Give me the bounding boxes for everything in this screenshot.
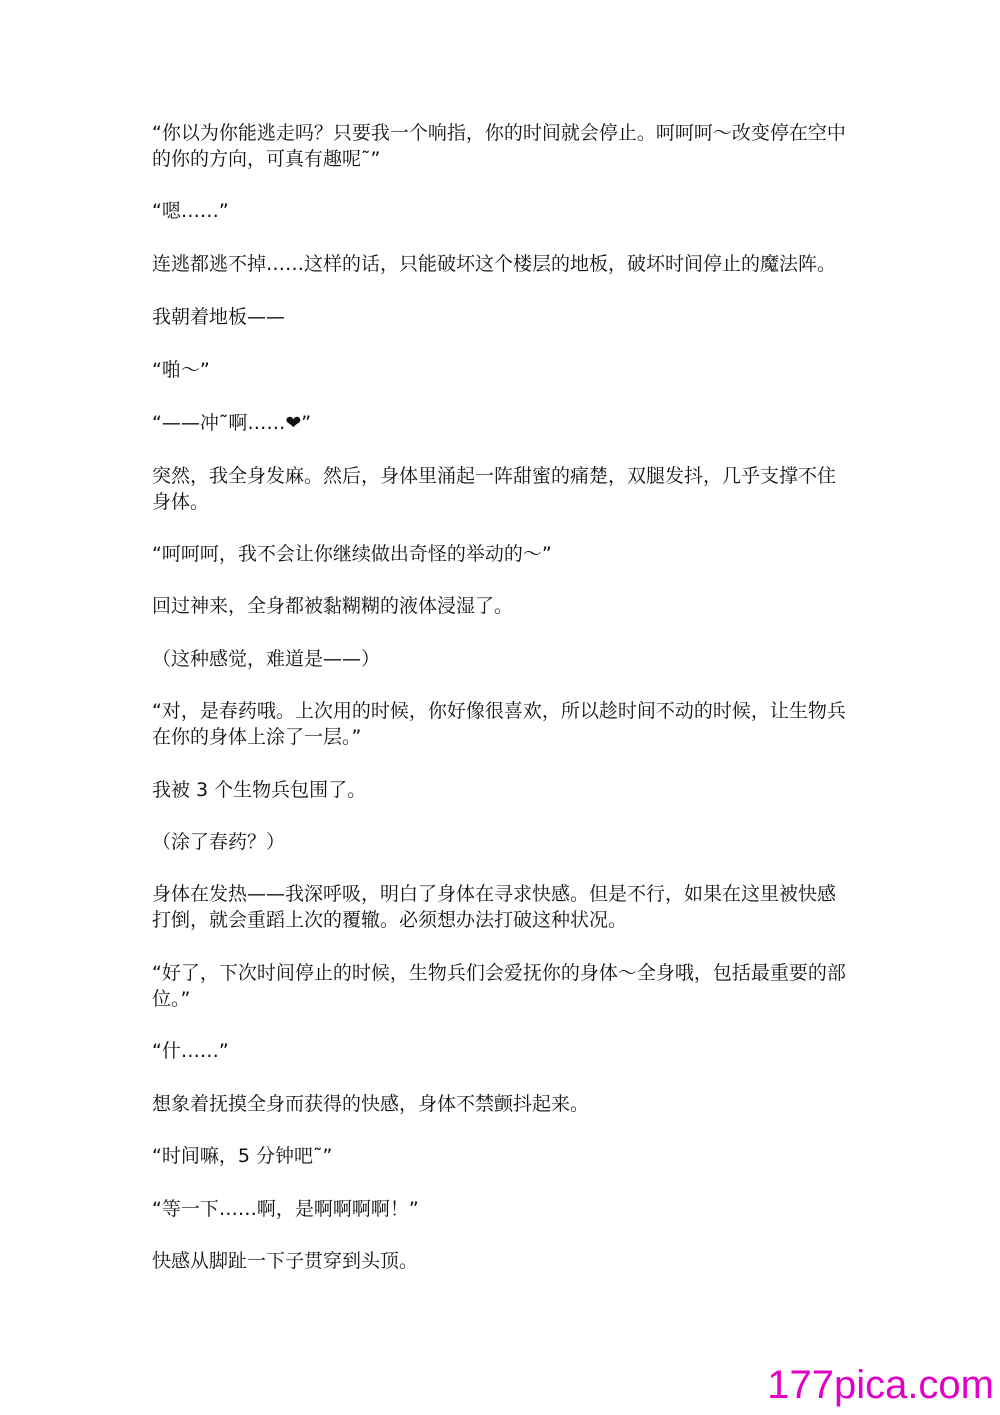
paragraph-14: 身体在发热——我深呼吸，明白了身体在寻求快感。但是不行，如果在这里被快感打倒，就会重蹈上次的覆辙。必须想办法打破这种状况。 bbox=[152, 883, 837, 931]
paragraph-1: “你以为你能逃走吗？只要我一个响指，你的时间就会停止。呵呵呵～改变停在空中的你的方向，可真有趣呢˜” bbox=[152, 122, 846, 170]
paragraph-20: 快感从脚趾一下子贯穿到头顶。 bbox=[152, 1250, 419, 1272]
paragraph-17: 想象着抚摸全身而获得的快感，身体不禁颤抖起来。 bbox=[152, 1093, 590, 1115]
paragraph-9: 回过神来，全身都被黏糊糊的液体浸湿了。 bbox=[152, 595, 514, 617]
paragraph-13: （涂了春药？） bbox=[152, 831, 286, 853]
paragraph-19: “等一下……啊，是啊啊啊啊！” bbox=[152, 1198, 419, 1220]
paragraph-6: “——冲˜啊……❤” bbox=[152, 412, 312, 434]
paragraph-16: “什……” bbox=[152, 1040, 229, 1062]
paragraph-11: “对，是春药哦。上次用的时候，你好像很喜欢，所以趁时间不动的时候，让生物兵在你的身体上涂了一层。” bbox=[152, 700, 846, 748]
paragraph-10: （这种感觉，难道是——） bbox=[152, 648, 381, 670]
paragraph-4: 我朝着地板—— bbox=[152, 306, 286, 328]
paragraph-2: “嗯……” bbox=[152, 200, 229, 222]
paragraph-5: “啪～” bbox=[152, 359, 210, 381]
paragraph-15: “好了，下次时间停止的时候，生物兵们会爱抚你的身体～全身哦，包括最重要的部位。” bbox=[152, 962, 846, 1010]
paragraph-12: 我被 3 个生物兵包围了。 bbox=[152, 779, 367, 801]
paragraph-8: “呵呵呵，我不会让你继续做出奇怪的举动的～” bbox=[152, 543, 552, 565]
paragraph-7: 突然，我全身发麻。然后，身体里涌起一阵甜蜜的痛楚，双腿发抖，几乎支撑不住身体。 bbox=[152, 465, 837, 513]
paragraph-18: “时间嘛，5 分钟吧˜” bbox=[152, 1145, 333, 1167]
paragraph-3: 连逃都逃不掉……这样的话，只能破坏这个楼层的地板，破坏时间停止的魔法阵。 bbox=[152, 253, 837, 275]
site-watermark: 177pica.com bbox=[767, 1363, 994, 1407]
